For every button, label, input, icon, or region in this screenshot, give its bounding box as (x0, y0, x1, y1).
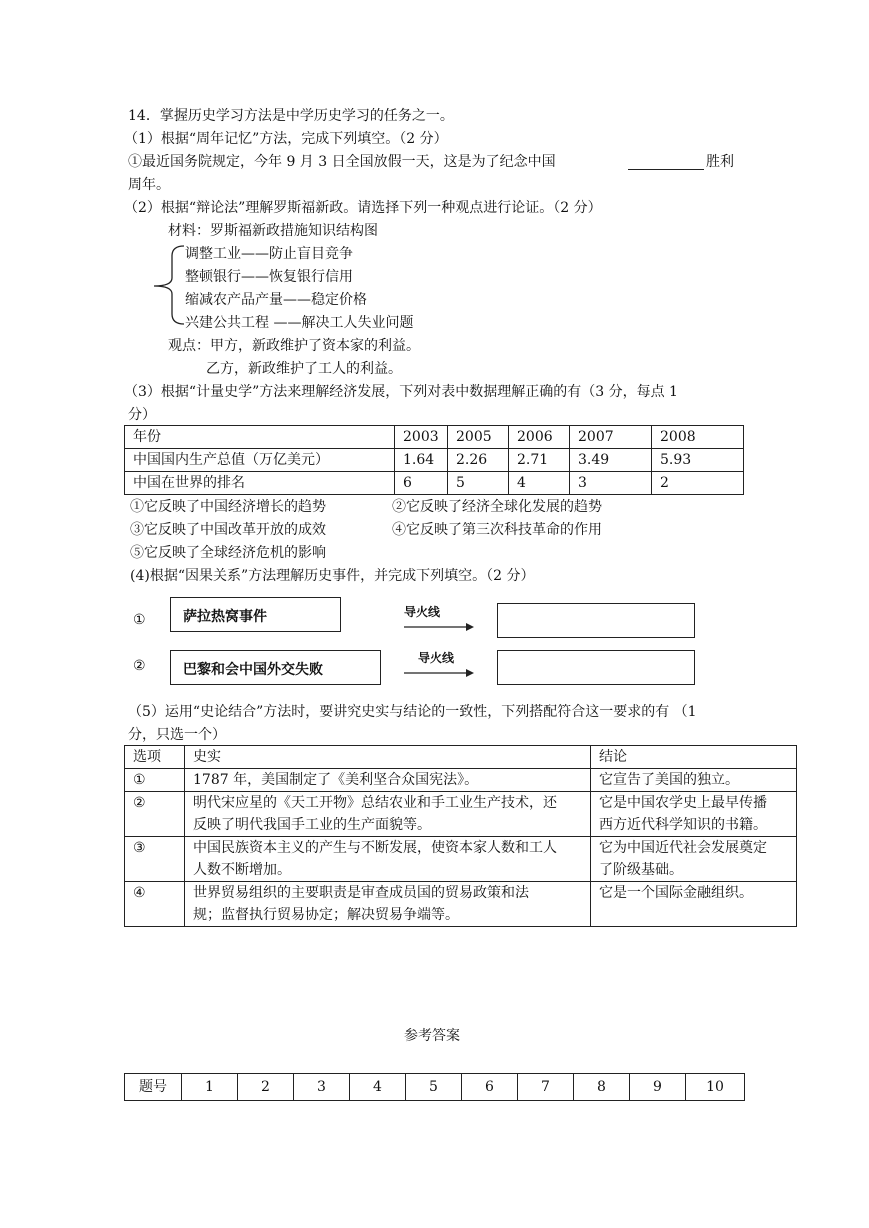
table-cell: 2 (238, 1074, 294, 1101)
table-cell: 2008 (652, 426, 744, 449)
measure-item: 调整工业——防止盲目竞争 (185, 246, 353, 262)
fact-line: 世界贸易组织的主要职责是审查成员国的贸易政策和法 (193, 885, 529, 901)
table-cell: ② (125, 792, 185, 837)
fact-line: 反映了明代我国手工业的生产面貌等。 (193, 817, 431, 833)
table-row (125, 472, 744, 495)
part1-line-a: ①最近国务院规定，今年 9 月 3 日全国放假一天，这是为了纪念中国 (128, 154, 556, 170)
conclusion-line: 它是中国农学史上最早传播 (599, 795, 767, 811)
table-cell: 4 (350, 1074, 406, 1101)
table-header-row (125, 426, 744, 449)
part1-line-a-tail: 胜利 (706, 154, 734, 170)
measure-item: 兴建公共工程 ——解决工人失业问题 (185, 315, 414, 331)
arrow-right-icon (404, 667, 476, 679)
table-cell (185, 769, 591, 792)
option-item: ③它反映了中国改革开放的成效 (130, 522, 326, 538)
part4-prompt: (4)根据“因果关系”方法理解历史事件，并完成下列填空。（2 分） (130, 568, 535, 584)
fact-line: 规；监督执行贸易协定；解决贸易争端等。 (193, 907, 459, 923)
part5-prompt-cont: 分，只选一个） (128, 727, 226, 743)
table-cell: 2 (652, 472, 744, 495)
table-cell (185, 792, 591, 837)
part5-prompt: （5）运用“史论结合”方法时，要讲究史实与结论的一致性，下列搭配符合这一要求的有 （1 (128, 704, 697, 720)
table-cell: 年份 (125, 426, 395, 449)
table-cell: 2007 (570, 426, 652, 449)
table-header-row (125, 746, 797, 769)
table-cell: 中国在世界的排名 (125, 472, 395, 495)
table-cell: 题号 (125, 1074, 182, 1101)
table-cell: ③ (125, 837, 185, 882)
table-cell (591, 882, 797, 927)
fact-line: 1787 年，美国制定了《美利坚合众国宪法》。 (193, 772, 479, 788)
event-box (170, 650, 381, 685)
table-cell: 2.26 (448, 449, 509, 472)
row-number: ① (133, 612, 146, 628)
blank-line[interactable] (628, 169, 704, 170)
part3-prompt-cont: 分） (128, 407, 156, 423)
table-cell: 选项 (125, 746, 185, 769)
table-cell: 10 (686, 1074, 745, 1101)
table-cell: 4 (509, 472, 570, 495)
table-cell: ① (125, 769, 185, 792)
table-cell: 8 (574, 1074, 630, 1101)
event-label: 萨拉热窝事件 (183, 609, 267, 625)
table-cell: 结论 (591, 746, 797, 769)
table-cell: 史实 (185, 746, 591, 769)
table-row (125, 449, 744, 472)
table-row (125, 837, 797, 882)
brace-icon (150, 244, 186, 326)
answers-heading: 参考答案 (404, 1028, 460, 1044)
table-cell: 5 (406, 1074, 462, 1101)
table-cell: 1 (182, 1074, 238, 1101)
table-cell (591, 769, 797, 792)
fact-line: 人数不断增加。 (193, 862, 291, 878)
conclusion-line: 它宣告了美国的独立。 (599, 772, 739, 788)
part1-prompt: （1）根据“周年记忆”方法，完成下列填空。（2 分） (124, 131, 448, 147)
gdp-table (124, 425, 744, 495)
arrow-label: 导火线 (418, 651, 455, 665)
table-cell: 7 (518, 1074, 574, 1101)
table-row (125, 792, 797, 837)
table-row (125, 882, 797, 927)
event-box (170, 597, 341, 632)
table-cell: 3.49 (570, 449, 652, 472)
fact-line: 中国民族资本主义的产生与不断发展，使资本家人数和工人 (193, 840, 557, 856)
answers-table (124, 1073, 745, 1101)
table-row (125, 1074, 745, 1101)
table-cell: 5.93 (652, 449, 744, 472)
table-row (125, 769, 797, 792)
arrow-label: 导火线 (404, 605, 441, 619)
table-cell: ④ (125, 882, 185, 927)
conclusion-line: 它为中国近代社会发展奠定 (599, 840, 767, 856)
option-item: ②它反映了经济全球化发展的趋势 (392, 499, 602, 515)
arrow-right-icon (404, 621, 476, 633)
table-cell (591, 837, 797, 882)
table-cell: 2006 (509, 426, 570, 449)
option-item: ⑤它反映了全球经济危机的影响 (130, 545, 326, 561)
answer-box[interactable] (497, 650, 695, 685)
table-cell: 9 (630, 1074, 686, 1101)
fact-line: 明代宋应星的《天工开物》总结农业和手工业生产技术，还 (193, 795, 557, 811)
table-cell: 5 (448, 472, 509, 495)
conclusion-line: 了阶级基础。 (599, 862, 683, 878)
table-cell (591, 792, 797, 837)
part1-line-b: 周年。 (128, 177, 170, 193)
material-label: 材料：罗斯福新政措施知识结构图 (168, 223, 378, 239)
conclusion-line: 它是一个国际金融组织。 (599, 885, 753, 901)
event-label: 巴黎和会中国外交失败 (183, 662, 323, 678)
table-cell: 1.64 (395, 449, 448, 472)
measure-item: 缩减农产品产量——稳定价格 (185, 292, 367, 308)
option-item: ④它反映了第三次科技革命的作用 (392, 522, 602, 538)
view-a: 观点：甲方，新政维护了资本家的利益。 (168, 338, 420, 354)
option-item: ①它反映了中国经济增长的趋势 (130, 499, 326, 515)
table-cell: 6 (395, 472, 448, 495)
table-cell: 中国国内生产总值（万亿美元） (125, 449, 395, 472)
table-cell (185, 837, 591, 882)
measure-item: 整顿银行——恢复银行信用 (185, 269, 353, 285)
row-number: ② (133, 658, 146, 674)
view-b: 乙方，新政维护了工人的利益。 (206, 361, 402, 377)
part3-prompt: （3）根据“计量史学”方法来理解经济发展，下列对表中数据理解正确的有（3 分，每点 1 (124, 384, 678, 400)
table-cell: 6 (462, 1074, 518, 1101)
table-cell (185, 882, 591, 927)
answer-box[interactable] (497, 603, 695, 638)
match-table (124, 745, 797, 927)
table-cell: 2003 (395, 426, 448, 449)
table-cell: 3 (570, 472, 652, 495)
table-cell: 3 (294, 1074, 350, 1101)
table-cell: 2005 (448, 426, 509, 449)
part2-prompt: （2）根据“辩论法”理解罗斯福新政。请选择下列一种观点进行论证。（2 分） (124, 200, 602, 216)
conclusion-line: 西方近代科学知识的书籍。 (599, 817, 767, 833)
table-cell: 2.71 (509, 449, 570, 472)
question-title: 14．掌握历史学习方法是中学历史学习的任务之一。 (128, 108, 454, 124)
